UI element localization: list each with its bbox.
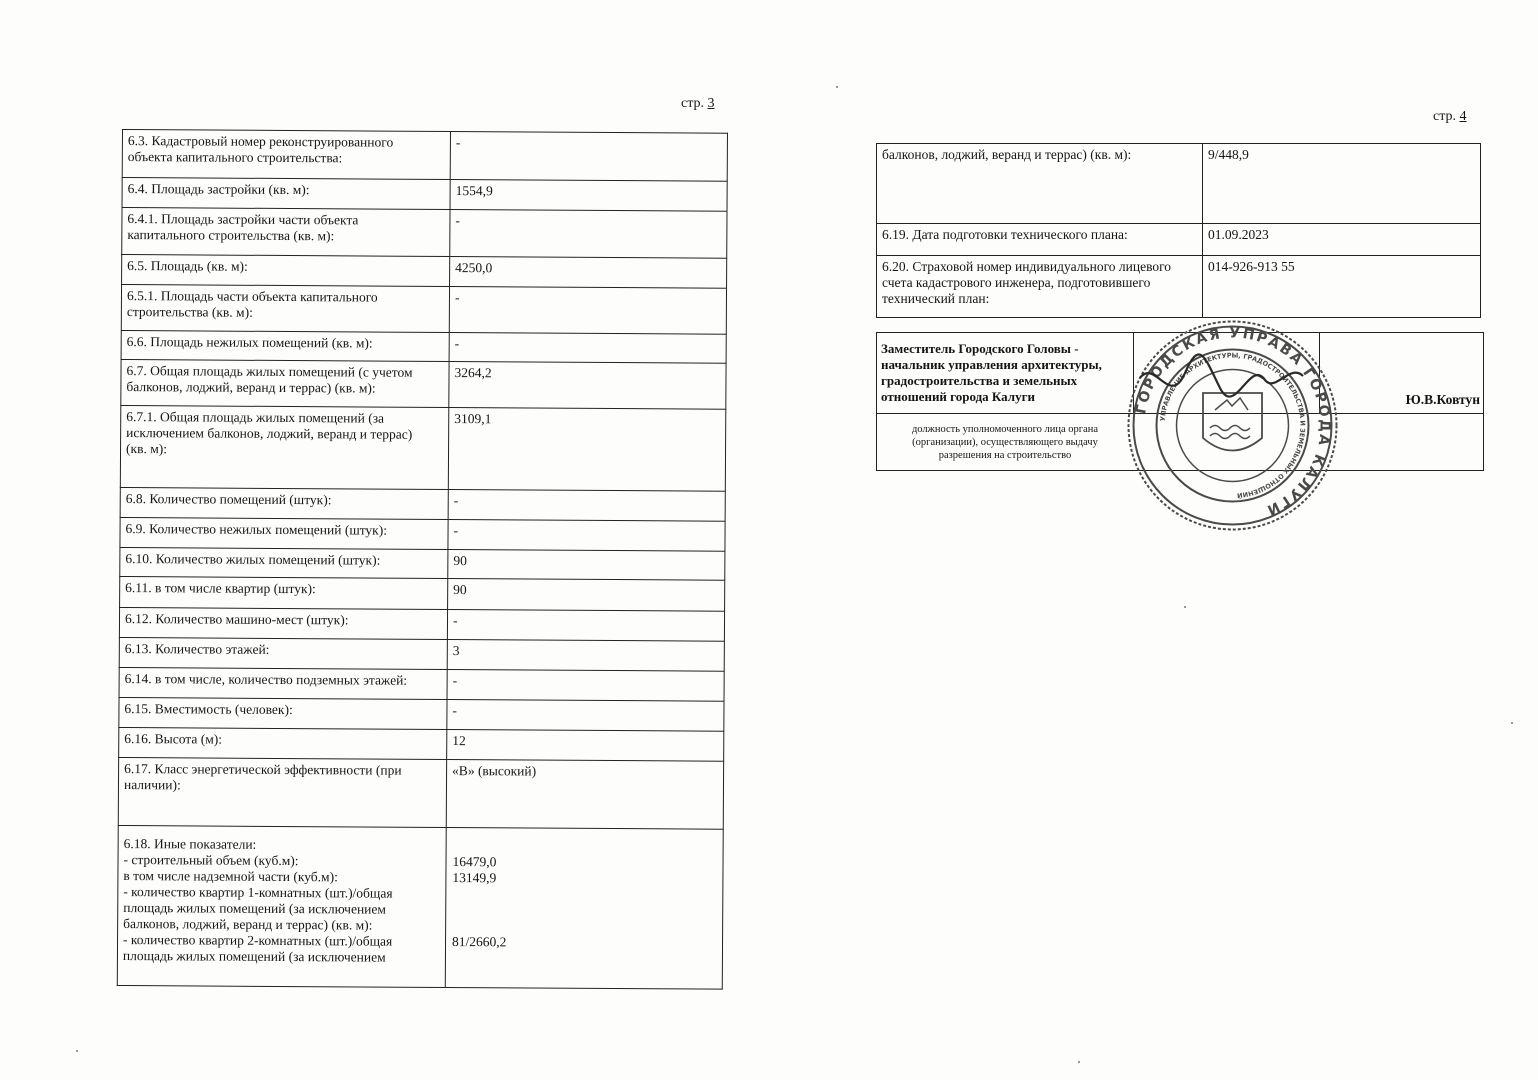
seal-inner-text: УПРАВЛЕНИЕ АРХИТЕКТУРЫ, ГРАДОСТРОИТЕЛЬСТВА И ЗЕМЕЛЬНЫХ ОТНОШЕНИЙ [1158, 351, 1307, 500]
table-row [122, 208, 727, 259]
row-label: 6.12. Количество машино-мест (штук): [119, 607, 447, 639]
table-row [877, 144, 1481, 224]
row-value: «В» (высокий) [446, 759, 723, 829]
table-row [119, 667, 724, 701]
row-value: - [450, 132, 727, 182]
row-label: 6.4.1. Площадь застройки части объекта капитального строительства (кв. м): [122, 208, 450, 257]
row-label: 6.14. в том числе, количество подземных этажей: [119, 667, 447, 699]
table-row [119, 727, 724, 761]
row-value: 16479,0 13149,9 81/2660,2 [445, 827, 723, 989]
row-value: 3109,1 [448, 408, 725, 492]
row-label: 6.19. Дата подготовки технического плана: [877, 224, 1203, 256]
row-label: 6.16. Высота (м): [119, 727, 447, 759]
row-value: 90 [448, 549, 725, 580]
row-label: 6.4. Площадь застройки (кв. м): [122, 178, 450, 210]
scan-speck [76, 1050, 78, 1052]
official-name: Ю.В.Ковтун [1405, 392, 1480, 407]
page-number-3: стр. 3 [681, 96, 715, 111]
row-label: 6.13. Количество этажей: [119, 637, 447, 669]
permit-table-page-3 [117, 129, 728, 990]
row-label: 6.9. Количество нежилых помещений (штук): [120, 517, 448, 549]
row-label: 6.17. Класс энергетической эффективности (при наличии): [118, 757, 446, 827]
table-row [122, 178, 727, 212]
row-value: - [447, 609, 724, 641]
row-value: - [450, 210, 727, 259]
table-row [120, 547, 725, 580]
row-value: - [449, 287, 726, 335]
scan-speck [1511, 722, 1513, 724]
row-label: балконов, лоджий, веранд и террас) (кв. м): [877, 144, 1203, 224]
row-value: 3264,2 [449, 362, 726, 410]
table-row [119, 607, 724, 641]
table-row [119, 697, 724, 731]
row-label: 6.20. Страховой номер индивидуального лицевого счета кадастрового инженера, подготовившего технический план: [877, 256, 1203, 318]
page-number-4: стр. 4 [1433, 109, 1467, 124]
table-row [877, 256, 1481, 318]
row-label: 6.10. Количество жилых помещений (штук): [120, 547, 448, 578]
row-label: 6.7.1. Общая площадь жилых помещений (за исключением балконов, лоджий, веранд и террас) (кв. м): [120, 405, 448, 489]
row-label: 6.5.1. Площадь части объекта капитального строительства (кв. м): [121, 285, 449, 333]
table-row [121, 285, 726, 335]
row-label: 6.15. Вместимость (человек): [119, 697, 447, 729]
table-row [118, 757, 723, 829]
row-label: 6.11. в том числе квартир (штук): [120, 576, 448, 609]
row-value: 90 [448, 578, 725, 611]
official-position: Заместитель Городского Головы - начальник управления архитектуры, градостроительства и земельных отношений города Калуги [881, 341, 1102, 404]
row-value: 014-926-913 55 [1203, 256, 1481, 318]
row-value: 4250,0 [450, 257, 727, 289]
row-label: 6.7. Общая площадь жилых помещений (с учетом балконов, лоджий, веранд и террас) (кв. м): [121, 359, 449, 407]
table-row [119, 637, 724, 671]
page-number-value: 4 [1459, 109, 1467, 124]
scan-speck [836, 86, 838, 88]
row-value: - [447, 699, 724, 731]
row-value: - [448, 490, 725, 522]
table-row [120, 576, 725, 611]
row-value: 1554,9 [450, 180, 727, 212]
permit-table-page-4 [876, 143, 1481, 318]
table-row [120, 517, 725, 551]
table-row [120, 405, 725, 491]
table-row [122, 130, 727, 182]
row-label: 6.3. Кадастровый номер реконструированного объекта капитального строительства: [122, 130, 450, 180]
row-value: 01.09.2023 [1203, 224, 1481, 256]
scan-speck [1078, 1061, 1080, 1063]
table-row [877, 224, 1481, 256]
table-row [121, 359, 726, 409]
table-row [120, 487, 725, 521]
row-label: 6.5. Площадь (кв. м): [122, 255, 450, 287]
row-value: 3 [447, 639, 724, 671]
seal-outer-text: ГОРОДСКАЯ УПРАВА ГОРОДА КАЛУГИ [1133, 325, 1333, 519]
row-label: 6.18. Иные показатели: - строительный объем (куб.м): в том числе надземной части (куб.м): - количество квартир 1-комнатных (шт.)/общая площадь жилых помещений (за исключением балконов, лоджий, веранд и террас) (кв. м): - количество квартир 2-комнатных (шт.)/общая площадь жилых помещений (за исключением [117, 825, 446, 987]
scan-speck [1184, 606, 1186, 608]
page-number-value: 3 [707, 96, 715, 111]
table-row [117, 825, 723, 989]
table-row [122, 255, 727, 289]
position-caption: должность уполномоченного лица органа (организации), осуществляющего выдачу разрешения на строительство [911, 424, 1099, 461]
row-value: 9/448,9 [1203, 144, 1481, 224]
row-value: 12 [447, 729, 724, 761]
row-value: - [447, 669, 724, 701]
table-row [121, 330, 726, 363]
row-value: - [448, 519, 725, 551]
row-label: 6.8. Количество помещений (штук): [120, 487, 448, 519]
official-seal-stamp [1125, 318, 1340, 533]
row-value: - [449, 333, 726, 364]
row-label: 6.6. Площадь нежилых помещений (кв. м): [121, 330, 449, 361]
